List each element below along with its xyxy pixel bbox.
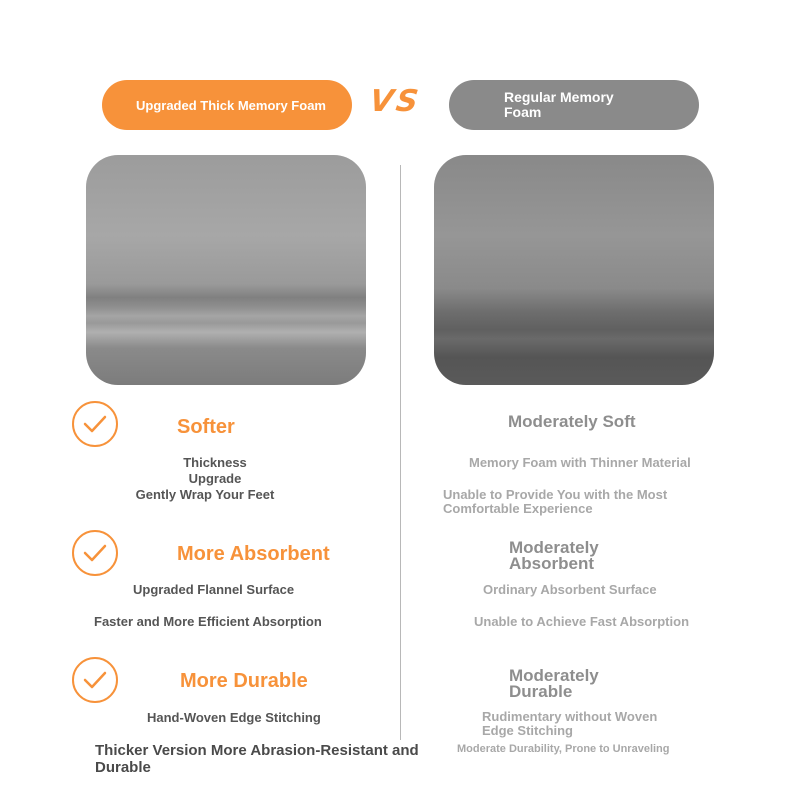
feature-title-softer: Softer <box>177 416 235 438</box>
check-circle-icon <box>72 530 118 576</box>
feature-line-thickness: Thickness Upgrade <box>183 455 247 486</box>
check-circle-icon <box>72 401 118 447</box>
vs-label: VS <box>367 84 424 119</box>
feature-line-abrasion: Thicker Version More Abrasion-Resistant and Durable <box>95 742 419 776</box>
feature-line-absorption: Faster and More Efficient Absorption <box>94 614 322 629</box>
upgraded-foam-label <box>102 80 352 130</box>
feature-title-moderately-durable: Moderately Durable <box>509 666 599 701</box>
thick-foam-cushion-image <box>86 155 366 385</box>
feature-title-moderately-absorbent: Moderately Absorbent <box>509 538 599 573</box>
feature-line-flannel: Upgraded Flannel Surface <box>133 582 295 597</box>
regular-foam-cushion-image <box>434 155 714 385</box>
regular-foam-label <box>449 80 699 130</box>
feature-line-thinner: Memory Foam with Thinner Material <box>469 455 691 470</box>
feature-title-durable: More Durable <box>180 670 308 692</box>
upgraded-foam-label-text: Upgraded Thick Memory Foam <box>136 97 326 113</box>
column-divider <box>400 165 401 740</box>
check-circle-icon <box>72 657 118 703</box>
feature-line-ordinary: Ordinary Absorbent Surface <box>483 582 657 597</box>
feature-line-no-fast: Unable to Achieve Fast Absorption <box>474 614 690 629</box>
feature-line-stitching: Hand-Woven Edge Stitching <box>147 710 321 725</box>
feature-title-absorbent: More Absorbent <box>177 543 330 565</box>
feature-line-rudimentary: Rudimentary without Woven Edge Stitching <box>482 709 658 738</box>
feature-line-comfort: Unable to Provide You with the Most Comfortable Experience <box>443 487 668 516</box>
feature-line-unraveling: Moderate Durability, Prone to Unraveling <box>457 743 670 755</box>
feature-title-moderately-soft: Moderately Soft <box>508 412 636 431</box>
regular-foam-label-text: Regular Memory Foam <box>504 89 614 120</box>
feature-line-wrap: Gently Wrap Your Feet <box>135 487 275 502</box>
